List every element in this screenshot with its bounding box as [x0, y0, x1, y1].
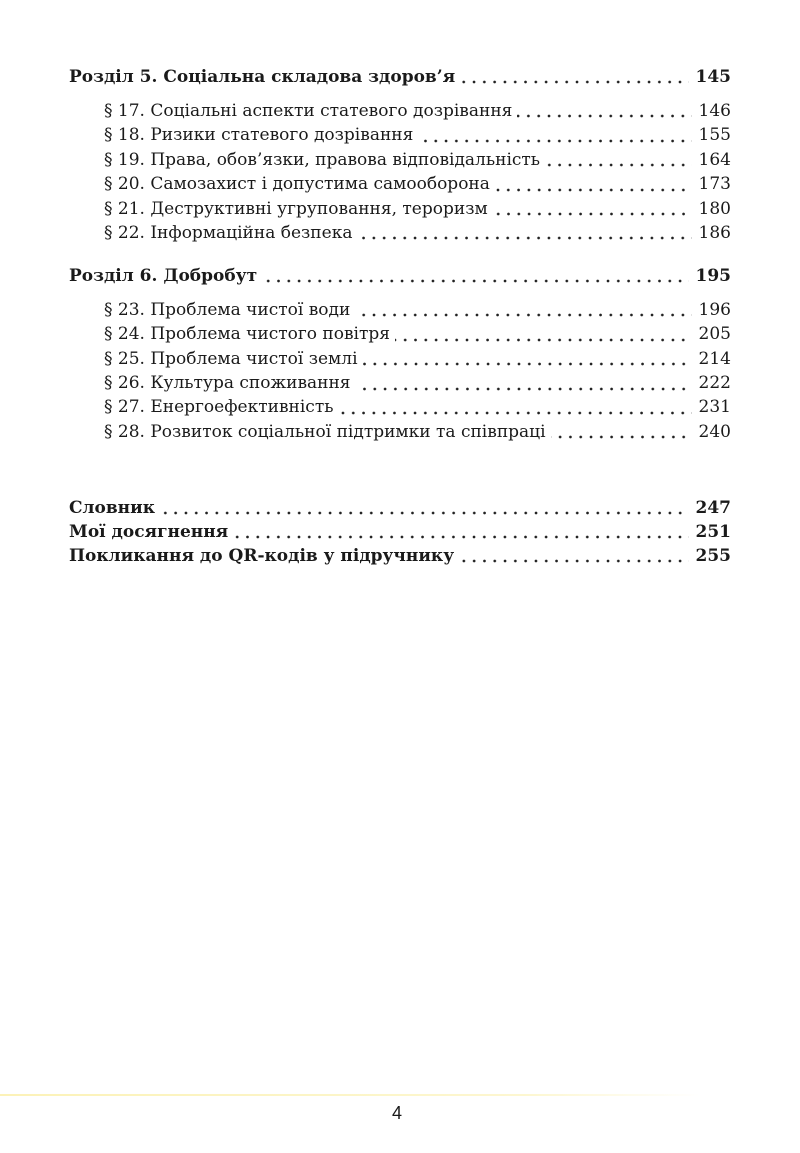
toc-entry-title: § 27. Енергоефективність	[104, 397, 334, 418]
toc-entry-title: § 19. Права, обов’язки, правова відповідальність	[104, 149, 541, 170]
toc-entry-title: § 22. Інформаційна безпека	[104, 222, 353, 243]
toc-section-title: Розділ 5. Соціальна складова здоров’я	[69, 67, 456, 87]
toc-section-6	[69, 264, 731, 444]
dot-leader	[517, 114, 691, 118]
table-of-contents	[69, 65, 731, 568]
toc-entry-title: § 20. Самозахист і допустима самооборона	[104, 174, 490, 195]
toc-entry	[69, 99, 731, 123]
toc-entry-title: § 26. Культура споживання	[104, 373, 351, 394]
toc-section-page: 195	[695, 265, 731, 286]
toc-entry-page: 231	[698, 397, 731, 418]
dot-leader	[357, 236, 691, 240]
toc-entry-title: § 21. Деструктивні угруповання, тероризм	[104, 198, 488, 219]
toc-entry	[69, 148, 731, 172]
toc-section-heading	[69, 65, 731, 89]
toc-entry-page: 155	[698, 125, 731, 146]
dot-leader	[338, 411, 691, 415]
toc-section-title: Розділ 6. Добробут	[69, 265, 258, 286]
toc-entry-title: § 23. Проблема чистої води	[104, 299, 351, 320]
toc-entry-page: 255	[695, 546, 731, 567]
dot-leader	[551, 435, 692, 439]
toc-entry-title: § 28. Розвиток соціальної підтримки та співпраці	[104, 421, 546, 442]
toc-entry-title: § 24. Проблема чистого повітря	[104, 324, 391, 345]
dot-leader	[545, 163, 691, 167]
toc-entry	[69, 396, 731, 420]
toc-entry	[69, 371, 731, 395]
toc-entry-title: § 18. Ризики статевого дозрівання	[104, 125, 414, 146]
footer-rule	[0, 1094, 700, 1096]
dot-leader	[395, 338, 692, 342]
toc-entry-title: Покликання до QR-кодів у підручнику	[69, 546, 455, 567]
dot-leader	[356, 387, 692, 391]
toc-entry-page: 173	[698, 174, 731, 195]
toc-entry	[69, 420, 731, 444]
toc-entry-page: 240	[698, 421, 731, 442]
toc-back-matter	[69, 496, 731, 568]
toc-back-matter-entry	[69, 520, 731, 544]
dot-leader	[460, 80, 688, 84]
dot-leader	[418, 139, 691, 143]
dot-leader	[363, 362, 692, 366]
toc-entry	[69, 123, 731, 147]
dot-leader	[160, 511, 689, 515]
toc-entry-page: 164	[698, 149, 731, 170]
toc-entry	[69, 197, 731, 221]
toc-entry-page: 205	[698, 324, 731, 345]
page-number: 4	[391, 1103, 402, 1123]
toc-entry-page: 251	[695, 522, 731, 543]
toc-entry-page: 180	[698, 198, 731, 219]
toc-section-heading	[69, 264, 731, 288]
dot-leader	[459, 559, 688, 563]
toc-section-page: 145	[695, 67, 731, 87]
dot-leader	[355, 313, 691, 317]
toc-entry	[69, 347, 731, 371]
toc-entry-page: 214	[698, 348, 731, 369]
toc-entry-page: 186	[698, 222, 731, 243]
dot-leader	[493, 212, 692, 216]
toc-section-5	[69, 65, 731, 245]
toc-entry-title: § 17. Соціальні аспекти статевого дозрівання	[104, 100, 513, 121]
dot-leader	[262, 279, 688, 283]
dot-leader	[233, 535, 688, 539]
toc-entry	[69, 221, 731, 245]
toc-entry-page: 196	[698, 299, 731, 320]
toc-entry	[69, 172, 731, 196]
toc-entry-page: 247	[695, 498, 731, 519]
toc-entry-title: § 25. Проблема чистої землі	[104, 348, 358, 369]
toc-entry-page: 222	[698, 373, 731, 394]
dot-leader	[495, 188, 692, 192]
toc-entry-title: Мої досягнення	[69, 522, 229, 543]
toc-back-matter-entry	[69, 496, 731, 520]
toc-back-matter-entry	[69, 544, 731, 568]
toc-entry	[69, 322, 731, 346]
toc-entry	[69, 298, 731, 322]
toc-entry-title: Словник	[69, 498, 155, 519]
toc-entry-page: 146	[698, 100, 731, 121]
